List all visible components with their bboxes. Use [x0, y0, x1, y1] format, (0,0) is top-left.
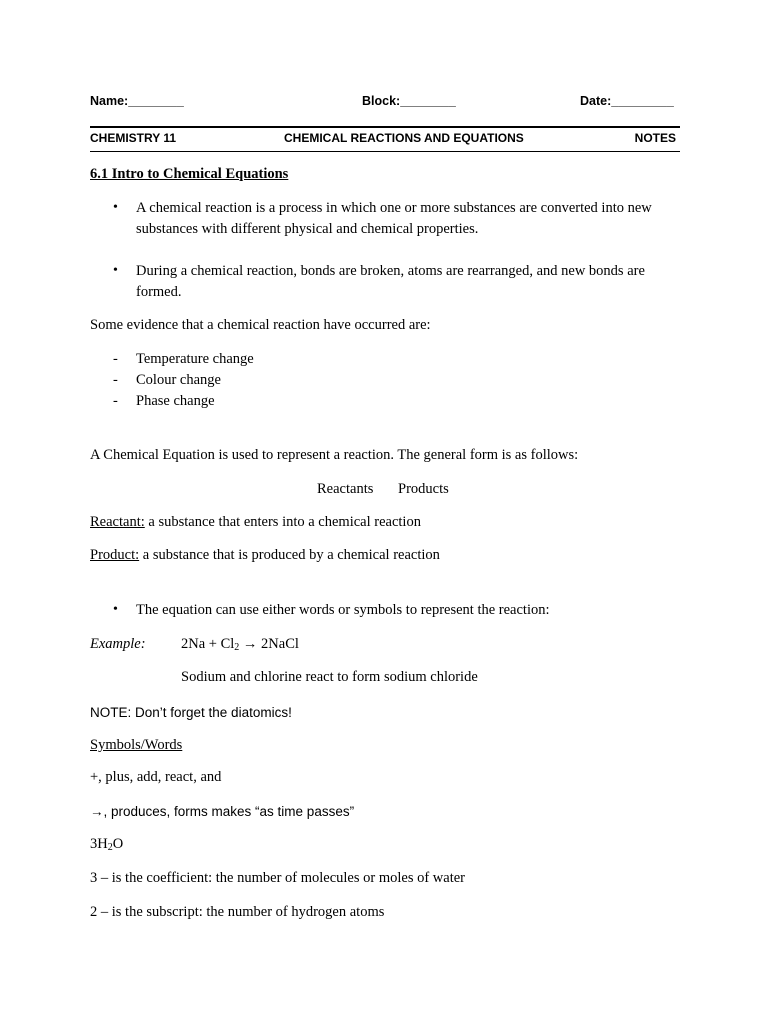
formula-subscript: 2: [107, 842, 113, 853]
arrow-line: [90, 801, 354, 822]
header-top-rule: [90, 126, 680, 128]
yield-arrow-icon: →: [242, 636, 258, 652]
example-label: Example:: [90, 636, 146, 652]
section-title: 6.1 Intro to Chemical Equations: [90, 166, 289, 182]
header-bottom-rule: [90, 151, 680, 152]
list-item: Temperature change: [136, 351, 254, 367]
course-title: CHEMISTRY 11: [90, 131, 177, 145]
block-field-label: Block:________: [362, 94, 456, 108]
definition-term: Reactant:: [90, 514, 145, 530]
arrow-line-text: , produces, forms makes “as time passes”: [103, 804, 355, 819]
symbols-heading: Symbols/Words: [90, 737, 183, 753]
definition-reactant: [90, 512, 421, 533]
example-equation: [181, 634, 299, 655]
bullet-text-line: substances with different physical and chemical properties.: [136, 221, 479, 237]
formula-prefix: 3H: [90, 836, 108, 852]
formula-suffix: O: [112, 836, 124, 852]
bullet-text-line: The equation can use either words or symbols to represent the reaction:: [136, 602, 550, 618]
equation-intro: A Chemical Equation is used to represent a reaction. The general form is as follows:: [90, 447, 579, 463]
equation-subscript: 2: [234, 642, 240, 653]
bullet-dot: •: [113, 602, 118, 617]
list-item: Colour change: [136, 372, 221, 388]
bullet-dot: •: [113, 263, 118, 278]
definition-text: a substance that enters into a chemical reaction: [144, 514, 421, 530]
dash-marker: -: [113, 393, 118, 409]
bullet-dot: •: [113, 200, 118, 215]
definition-product: [90, 545, 440, 566]
example-sentence: Sodium and chlorine react to form sodium chloride: [181, 669, 478, 685]
bullet-text-line: A chemical reaction is a process in which one or more substances are converted into new: [136, 200, 652, 216]
unit-title: CHEMICAL REACTIONS AND EQUATIONS: [284, 131, 524, 145]
general-form-products: Products: [398, 481, 449, 497]
yield-arrow-icon: →: [90, 804, 104, 819]
coefficient-explanation: 3 – is the coefficient: the number of molecules or moles of water: [90, 870, 466, 886]
subscript-explanation: 2 – is the subscript: the number of hydrogen atoms: [90, 904, 385, 920]
list-item: Phase change: [136, 393, 215, 409]
name-field-label: Name:________: [90, 94, 184, 108]
equation-reactants: 2Na + Cl: [181, 636, 235, 652]
dash-marker: -: [113, 351, 118, 367]
water-formula: [90, 834, 123, 855]
note-text: NOTE: Don’t forget the diatomics!: [90, 705, 292, 720]
general-form-reactants: Reactants: [317, 481, 374, 497]
plus-line: +, plus, add, react, and: [90, 769, 222, 785]
bullet-text-line: During a chemical reaction, bonds are broken, atoms are rearranged, and new bonds are: [136, 263, 645, 279]
definition-text: a substance that is produced by a chemical reaction: [139, 547, 440, 563]
evidence-intro: Some evidence that a chemical reaction have occurred are:: [90, 317, 431, 333]
date-field-label: Date:_________: [580, 94, 674, 108]
bullet-text-line: formed.: [136, 284, 182, 300]
doc-type-label: NOTES: [634, 131, 676, 145]
definition-term: Product:: [90, 547, 140, 563]
dash-marker: -: [113, 372, 118, 388]
equation-product: 2NaCl: [257, 636, 299, 652]
